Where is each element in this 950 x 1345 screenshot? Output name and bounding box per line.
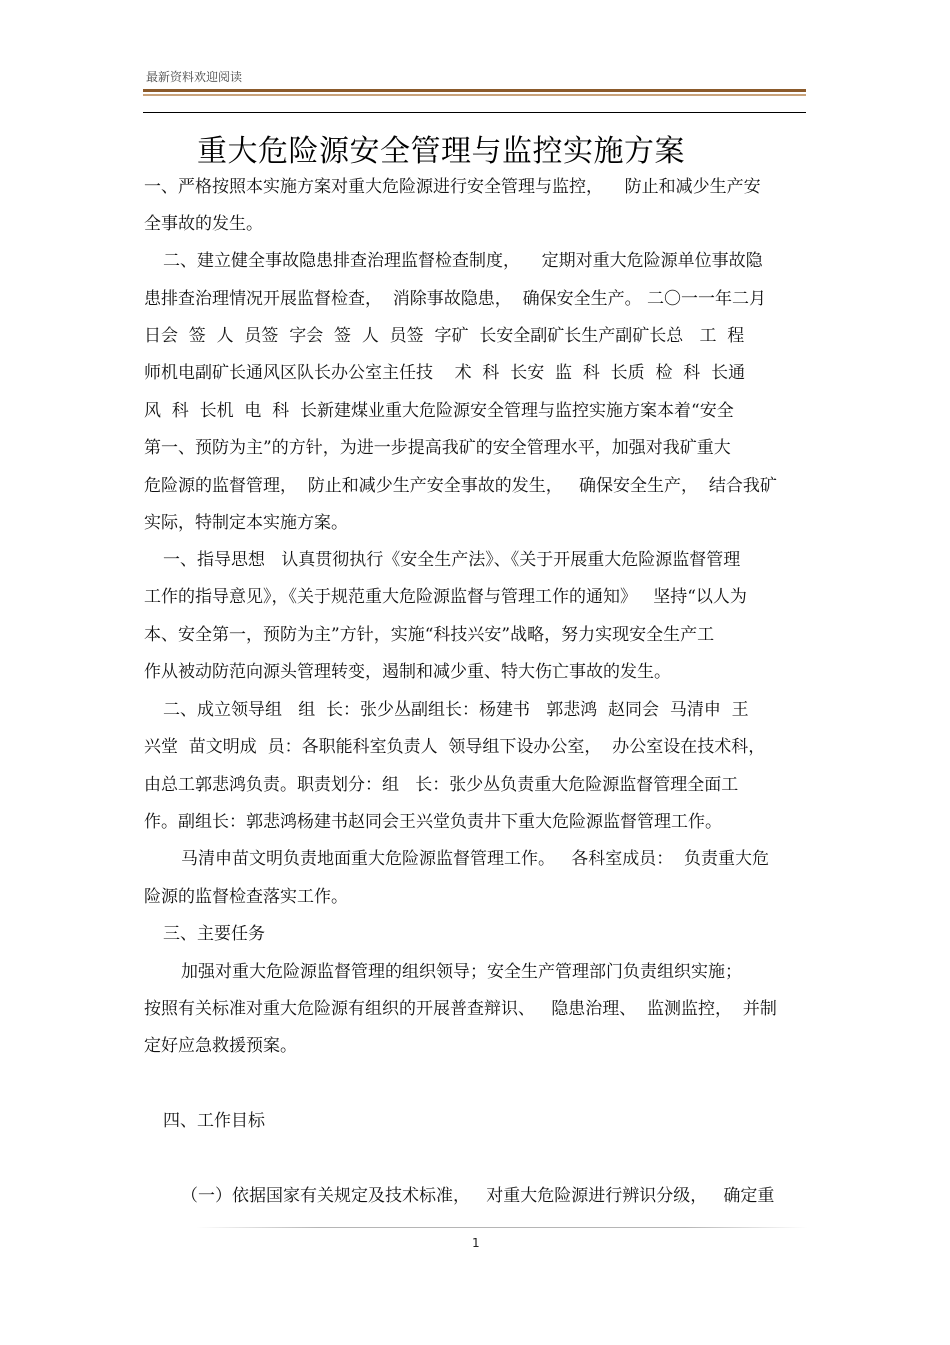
- body-line: 作。副组长：郭悲鸿杨建书赵同会王兴堂负责井下重大危险源监督管理工作。: [144, 812, 722, 832]
- body-line: （一）依据国家有关规定及技术标准， 对重大危险源进行辨识分级， 确定重: [181, 1186, 775, 1206]
- body-line: 由总工郭悲鸿负责。职责划分：组 长：张少丛负责重大危险源监督管理全面工: [144, 775, 739, 795]
- body-line: 兴堂 苗文明成 员：各职能科室负责人 领导组下设办公室， 办公室设在技术科，: [144, 737, 766, 757]
- body-line: 加强对重大危险源监督管理的组织领导；安全生产管理部门负责组织实施；: [181, 962, 742, 982]
- body-line: 马清申苗文明负责地面重大危险源监督管理工作。 各科室成员： 负责重大危: [181, 849, 770, 869]
- section-heading: 三、主要任务: [163, 924, 265, 944]
- body-line: 风 科 长机 电 科 长新建煤业重大危险源安全管理与监控实施方案本着“安全: [144, 401, 734, 421]
- body-line: 全事故的发生。: [144, 214, 263, 234]
- body-line: 定好应急救援预案。: [144, 1036, 297, 1056]
- body-line: 二、成立领导组 组 长：张少丛副组长：杨建书 郭悲鸿 赵同会 马清申 王: [163, 700, 749, 720]
- body-line: 患排查治理情况开展监督检查， 消除事故隐患， 确保安全生产。 二〇一一年二月: [144, 289, 767, 309]
- body-line: 二、建立健全事故隐患排查治理监督检查制度， 定期对重大危险源单位事故隐: [163, 251, 763, 271]
- body-line: 作从被动防范向源头管理转变，遏制和减少重、特大伤亡事故的发生。: [144, 662, 671, 682]
- header-rule-brown: [143, 89, 806, 92]
- body-line: 实际，特制定本实施方案。: [144, 513, 348, 533]
- section-heading: 四、工作目标: [163, 1111, 265, 1131]
- footer-rule: [196, 1227, 808, 1228]
- body-line: 一、指导思想 认真贯彻执行《安全生产法》、《关于开展重大危险源监督管理: [163, 550, 741, 570]
- header-rule-tan: [143, 94, 806, 96]
- body-line: 危险源的监督管理， 防止和减少生产安全事故的发生， 确保安全生产， 结合我矿: [144, 476, 777, 496]
- body-line: 日会 签 人 员签 字会 签 人 员签 字矿 长安全副矿长生产副矿长总 工 程: [144, 326, 745, 346]
- body-line: 按照有关标准对重大危险源有组织的开展普查辩识、 隐患治理、 监测监控， 并制: [144, 999, 777, 1019]
- header-rule-black: [143, 112, 806, 113]
- body-line: 师机电副矿长通风区队长办公室主任技 术 科 长安 监 科 长质 检 科 长通: [144, 363, 746, 383]
- running-header: 最新资料欢迎阅读: [146, 70, 243, 84]
- body-line: 本、安全第一，预防为主”方针，实施“科技兴安”战略，努力实现安全生产工: [144, 625, 715, 645]
- body-line: 一、严格按照本实施方案对重大危险源进行安全管理与监控， 防止和减少生产安: [144, 177, 761, 197]
- body-line: 险源的监督检查落实工作。: [144, 887, 348, 907]
- document-title: 重大危险源安全管理与监控实施方案: [197, 134, 685, 169]
- body-line: 工作的指导意见》，《关于规范重大危险源监督与管理工作的通知》 坚持“以人为: [144, 587, 747, 607]
- body-line: 第一、预防为主”的方针，为进一步提高我矿的安全管理水平，加强对我矿重大: [144, 438, 731, 458]
- page-number: 1: [472, 1236, 480, 1250]
